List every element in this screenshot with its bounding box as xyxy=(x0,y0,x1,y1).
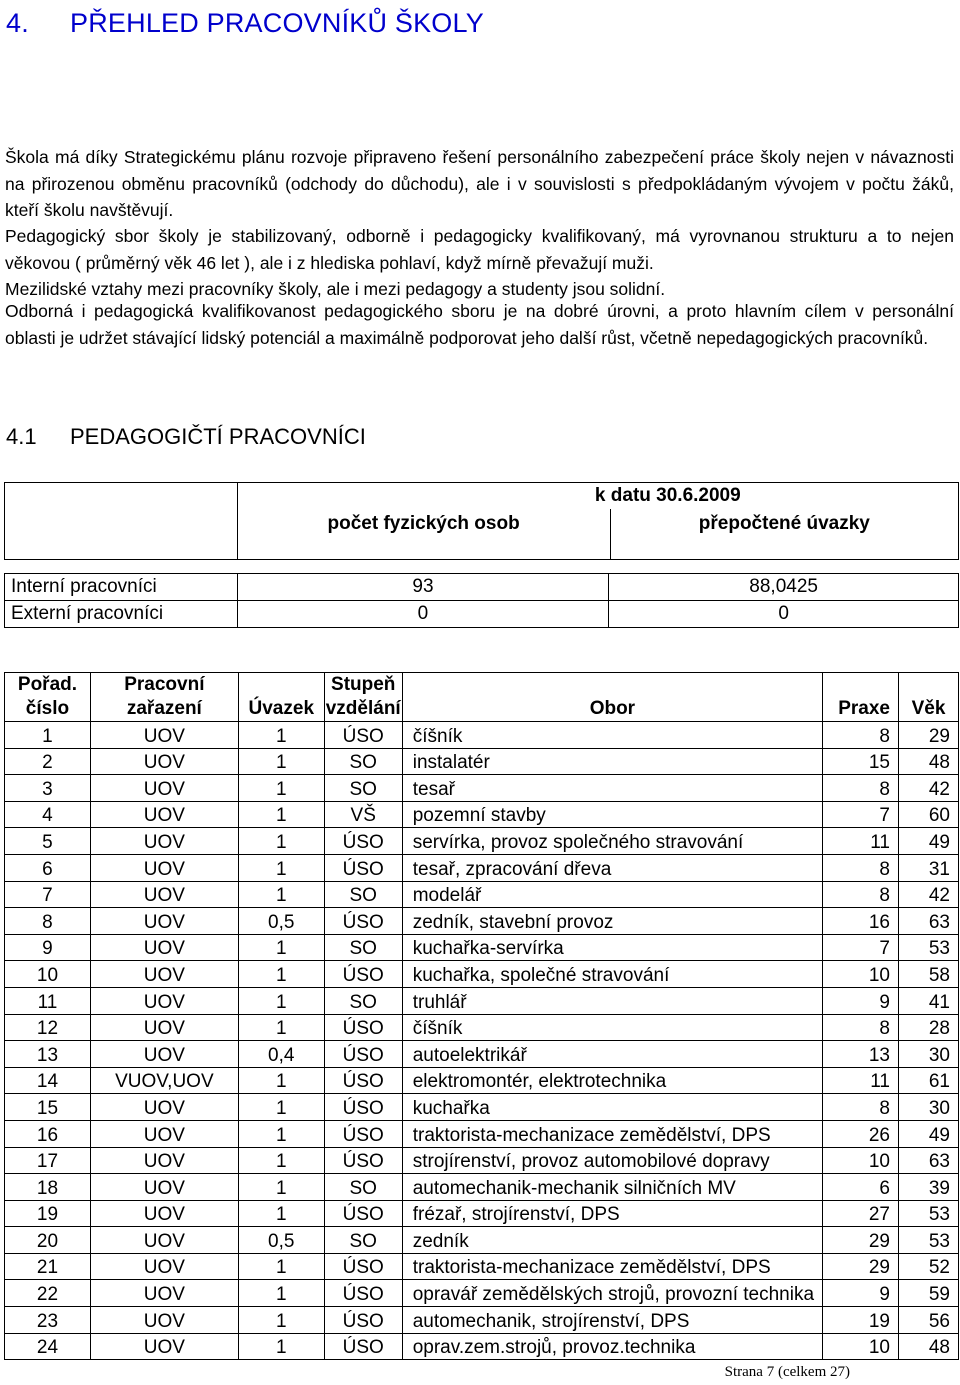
practice-cell: 10 xyxy=(823,1147,899,1174)
workload-cell: 1 xyxy=(238,1200,324,1227)
position-cell: UOV xyxy=(90,1333,238,1360)
practice-cell: 8 xyxy=(823,1014,899,1041)
age-cell: 63 xyxy=(899,1147,959,1174)
header-age: Věk xyxy=(899,673,959,722)
order-cell: 7 xyxy=(5,881,91,908)
practice-cell: 8 xyxy=(823,881,899,908)
summary-row-fte: 88,0425 xyxy=(609,574,959,601)
position-cell: UOV xyxy=(90,1200,238,1227)
practice-cell: 10 xyxy=(823,1333,899,1360)
age-cell: 61 xyxy=(899,1067,959,1094)
field-cell: frézař, strojírenství, DPS xyxy=(402,1200,822,1227)
field-cell: kuchařka xyxy=(402,1094,822,1121)
order-cell: 17 xyxy=(5,1147,91,1174)
education-cell: ÚSO xyxy=(324,1280,402,1307)
header-position: Pracovní zařazení xyxy=(90,673,238,722)
education-cell: ÚSO xyxy=(324,1333,402,1360)
practice-cell: 29 xyxy=(823,1227,899,1254)
practice-cell: 9 xyxy=(823,987,899,1014)
education-cell: ÚSO xyxy=(324,1200,402,1227)
position-cell: UOV xyxy=(90,1307,238,1334)
field-cell: číšník xyxy=(402,722,822,749)
position-cell: UOV xyxy=(90,881,238,908)
table-row xyxy=(5,748,959,775)
workload-cell: 1 xyxy=(238,961,324,988)
field-cell: zedník xyxy=(402,1227,822,1254)
age-cell: 56 xyxy=(899,1307,959,1334)
age-cell: 31 xyxy=(899,854,959,881)
field-cell: automechanik, strojírenství, DPS xyxy=(402,1307,822,1334)
workload-cell: 1 xyxy=(238,1147,324,1174)
order-cell: 16 xyxy=(5,1120,91,1147)
position-cell: UOV xyxy=(90,934,238,961)
education-cell: VŠ xyxy=(324,801,402,828)
workload-cell: 1 xyxy=(238,828,324,855)
workload-cell: 1 xyxy=(238,987,324,1014)
position-cell: UOV xyxy=(90,1014,238,1041)
table-row xyxy=(5,1120,959,1147)
header-education: Stupeň vzdělání xyxy=(324,673,402,722)
education-cell: SO xyxy=(324,748,402,775)
summary-row-label: Interní pracovníci xyxy=(5,574,238,601)
workload-cell: 1 xyxy=(238,748,324,775)
workload-cell: 1 xyxy=(238,1280,324,1307)
age-cell: 42 xyxy=(899,775,959,802)
order-cell: 24 xyxy=(5,1333,91,1360)
header-workload: Úvazek xyxy=(238,673,324,722)
position-cell: UOV xyxy=(90,1253,238,1280)
heading-title: PŘEHLED PRACOVNÍKŮ ŠKOLY xyxy=(70,8,484,38)
staff-table xyxy=(4,672,959,1360)
education-cell: SO xyxy=(324,1174,402,1201)
header-field: Obor xyxy=(402,673,822,722)
position-cell: UOV xyxy=(90,722,238,749)
order-cell: 8 xyxy=(5,908,91,935)
order-cell: 22 xyxy=(5,1280,91,1307)
order-cell: 2 xyxy=(5,748,91,775)
education-cell: SO xyxy=(324,934,402,961)
position-cell: UOV xyxy=(90,1041,238,1068)
position-cell: UOV xyxy=(90,1280,238,1307)
summary-row xyxy=(5,601,959,628)
summary-table xyxy=(4,482,959,628)
order-cell: 10 xyxy=(5,961,91,988)
practice-cell: 8 xyxy=(823,722,899,749)
order-cell: 11 xyxy=(5,987,91,1014)
education-cell: ÚSO xyxy=(324,1041,402,1068)
field-cell: oprav.zem.strojů, provoz.technika xyxy=(402,1333,822,1360)
heading-number: 4. xyxy=(6,8,29,38)
workload-cell: 0,5 xyxy=(238,908,324,935)
workload-cell: 1 xyxy=(238,854,324,881)
age-cell: 63 xyxy=(899,908,959,935)
paragraph-intro: Škola má díky Strategickému plánu rozvoje připraveno řešení personálního zabezpečení práce školy nejen v návaznosti na přirozenou obměnu pracovníků (odchody do důchodu), ale i v souvislosti s předpokládaným vývojem v počtu žáků, kteří školu navštěvují. xyxy=(5,147,954,220)
practice-cell: 8 xyxy=(823,854,899,881)
age-cell: 58 xyxy=(899,961,959,988)
field-cell: strojírenství, provoz automobilové dopravy xyxy=(402,1147,822,1174)
field-cell: tesař, zpracování dřeva xyxy=(402,854,822,881)
position-cell: UOV xyxy=(90,1120,238,1147)
practice-cell: 26 xyxy=(823,1120,899,1147)
table-row xyxy=(5,1333,959,1360)
workload-cell: 1 xyxy=(238,1067,324,1094)
practice-cell: 19 xyxy=(823,1307,899,1334)
table-row xyxy=(5,1200,959,1227)
page-heading xyxy=(6,8,484,39)
field-cell: traktorista-mechanizace zemědělství, DPS xyxy=(402,1253,822,1280)
table-row xyxy=(5,854,959,881)
header-practice: Praxe xyxy=(823,673,899,722)
practice-cell: 7 xyxy=(823,934,899,961)
age-cell: 53 xyxy=(899,1227,959,1254)
field-cell: traktorista-mechanizace zemědělství, DPS xyxy=(402,1120,822,1147)
age-cell: 28 xyxy=(899,1014,959,1041)
table-row xyxy=(5,1174,959,1201)
age-cell: 29 xyxy=(899,722,959,749)
workload-cell: 1 xyxy=(238,1120,324,1147)
table-row xyxy=(5,722,959,749)
table-row xyxy=(5,934,959,961)
practice-cell: 15 xyxy=(823,748,899,775)
practice-cell: 7 xyxy=(823,801,899,828)
education-cell: ÚSO xyxy=(324,722,402,749)
practice-cell: 9 xyxy=(823,1280,899,1307)
position-cell: UOV xyxy=(90,1094,238,1121)
workload-cell: 1 xyxy=(238,722,324,749)
age-cell: 39 xyxy=(899,1174,959,1201)
section-heading xyxy=(6,424,366,450)
header-order: Pořad. číslo xyxy=(5,673,91,722)
age-cell: 60 xyxy=(899,801,959,828)
paragraph-relations: Mezilidské vztahy mezi pracovníky školy, ale i mezi pedagogy a studenty jsou solidní. xyxy=(5,279,666,299)
education-cell: ÚSO xyxy=(324,1307,402,1334)
table-row xyxy=(5,1307,959,1334)
workload-cell: 1 xyxy=(238,1094,324,1121)
practice-cell: 13 xyxy=(823,1041,899,1068)
table-row xyxy=(5,1067,959,1094)
order-cell: 3 xyxy=(5,775,91,802)
table-row xyxy=(5,908,959,935)
field-cell: elektromontér, elektrotechnika xyxy=(402,1067,822,1094)
order-cell: 5 xyxy=(5,828,91,855)
practice-cell: 6 xyxy=(823,1174,899,1201)
table-row xyxy=(5,801,959,828)
order-cell: 20 xyxy=(5,1227,91,1254)
field-cell: instalatér xyxy=(402,748,822,775)
order-cell: 15 xyxy=(5,1094,91,1121)
summary-row-persons: 93 xyxy=(237,574,609,601)
workload-cell: 1 xyxy=(238,1307,324,1334)
table-row xyxy=(5,1094,959,1121)
education-cell: ÚSO xyxy=(324,1014,402,1041)
workload-cell: 1 xyxy=(238,1253,324,1280)
table-row xyxy=(5,775,959,802)
paragraph-qualification: Odborná i pedagogická kvalifikovanost pedagogického sboru je na dobré úrovni, a proto hlavním cílem v personální oblasti je udržet stávající lidský potenciál a maximálně podporovat jeho další růst, včetně nepedagogických pracovníků. xyxy=(5,301,954,348)
age-cell: 53 xyxy=(899,934,959,961)
education-cell: SO xyxy=(324,987,402,1014)
position-cell: UOV xyxy=(90,1174,238,1201)
table-row xyxy=(5,1014,959,1041)
table-row xyxy=(5,1227,959,1254)
table-row xyxy=(5,961,959,988)
practice-cell: 8 xyxy=(823,775,899,802)
section-number: 4.1 xyxy=(6,424,37,449)
age-cell: 53 xyxy=(899,1200,959,1227)
education-cell: ÚSO xyxy=(324,1253,402,1280)
summary-col-fte: přepočtené úvazky xyxy=(698,513,870,534)
age-cell: 42 xyxy=(899,881,959,908)
field-cell: kuchařka, společné stravování xyxy=(402,961,822,988)
position-cell: UOV xyxy=(90,1227,238,1254)
table-row xyxy=(5,1253,959,1280)
page-footer: Strana 7 (celkem 27) xyxy=(724,1364,850,1380)
field-cell: číšník xyxy=(402,1014,822,1041)
age-cell: 48 xyxy=(899,748,959,775)
practice-cell: 29 xyxy=(823,1253,899,1280)
workload-cell: 1 xyxy=(238,801,324,828)
workload-cell: 1 xyxy=(238,1014,324,1041)
age-cell: 49 xyxy=(899,1120,959,1147)
summary-row-label: Externí pracovníci xyxy=(5,601,238,628)
field-cell: servírka, provoz společného stravování xyxy=(402,828,822,855)
workload-cell: 1 xyxy=(238,775,324,802)
education-cell: ÚSO xyxy=(324,961,402,988)
position-cell: UOV xyxy=(90,987,238,1014)
practice-cell: 11 xyxy=(823,1067,899,1094)
education-cell: ÚSO xyxy=(324,1067,402,1094)
practice-cell: 8 xyxy=(823,1094,899,1121)
education-cell: ÚSO xyxy=(324,1094,402,1121)
workload-cell: 1 xyxy=(238,881,324,908)
staff-header-row xyxy=(5,673,959,722)
practice-cell: 11 xyxy=(823,828,899,855)
practice-cell: 10 xyxy=(823,961,899,988)
table-row xyxy=(5,1280,959,1307)
workload-cell: 0,4 xyxy=(238,1041,324,1068)
field-cell: kuchařka-servírka xyxy=(402,934,822,961)
summary-row xyxy=(5,574,959,601)
workload-cell: 0,5 xyxy=(238,1227,324,1254)
education-cell: SO xyxy=(324,881,402,908)
field-cell: opravář zemědělských strojů, provozní technika xyxy=(402,1280,822,1307)
order-cell: 23 xyxy=(5,1307,91,1334)
age-cell: 49 xyxy=(899,828,959,855)
paragraph-staff: Pedagogický sbor školy je stabilizovaný, odborně i pedagogicky kvalifikovaný, má vyrovnanou strukturu a to nejen věkovou ( průměrný věk 46 let ), ale i z hlediska pohlaví, když mírně převažují muži. xyxy=(5,226,954,273)
order-cell: 1 xyxy=(5,722,91,749)
field-cell: modelář xyxy=(402,881,822,908)
section-title: PEDAGOGIČTÍ PRACOVNÍCI xyxy=(70,424,366,449)
position-cell: UOV xyxy=(90,775,238,802)
age-cell: 48 xyxy=(899,1333,959,1360)
order-cell: 21 xyxy=(5,1253,91,1280)
position-cell: UOV xyxy=(90,854,238,881)
education-cell: SO xyxy=(324,1227,402,1254)
position-cell: UOV xyxy=(90,748,238,775)
table-row xyxy=(5,987,959,1014)
education-cell: ÚSO xyxy=(324,854,402,881)
practice-cell: 16 xyxy=(823,908,899,935)
position-cell: UOV xyxy=(90,1147,238,1174)
table-row xyxy=(5,881,959,908)
field-cell: pozemní stavby xyxy=(402,801,822,828)
education-cell: SO xyxy=(324,775,402,802)
order-cell: 18 xyxy=(5,1174,91,1201)
table-row xyxy=(5,1147,959,1174)
summary-row-persons: 0 xyxy=(237,601,609,628)
summary-date: k datu 30.6.2009 xyxy=(594,485,741,506)
position-cell: UOV xyxy=(90,908,238,935)
summary-col-persons: počet fyzických osob xyxy=(238,509,611,559)
field-cell: truhlář xyxy=(402,987,822,1014)
field-cell: automechanik-mechanik silničních MV xyxy=(402,1174,822,1201)
workload-cell: 1 xyxy=(238,934,324,961)
workload-cell: 1 xyxy=(238,1333,324,1360)
order-cell: 12 xyxy=(5,1014,91,1041)
position-cell: UOV xyxy=(90,801,238,828)
age-cell: 59 xyxy=(899,1280,959,1307)
position-cell: UOV xyxy=(90,828,238,855)
age-cell: 41 xyxy=(899,987,959,1014)
order-cell: 4 xyxy=(5,801,91,828)
age-cell: 52 xyxy=(899,1253,959,1280)
education-cell: ÚSO xyxy=(324,908,402,935)
order-cell: 6 xyxy=(5,854,91,881)
order-cell: 19 xyxy=(5,1200,91,1227)
age-cell: 30 xyxy=(899,1041,959,1068)
education-cell: ÚSO xyxy=(324,1147,402,1174)
workload-cell: 1 xyxy=(238,1174,324,1201)
education-cell: ÚSO xyxy=(324,1120,402,1147)
field-cell: autoelektrikář xyxy=(402,1041,822,1068)
education-cell: ÚSO xyxy=(324,828,402,855)
field-cell: tesař xyxy=(402,775,822,802)
table-row xyxy=(5,828,959,855)
practice-cell: 27 xyxy=(823,1200,899,1227)
order-cell: 14 xyxy=(5,1067,91,1094)
age-cell: 30 xyxy=(899,1094,959,1121)
summary-row-fte: 0 xyxy=(609,601,959,628)
position-cell: UOV xyxy=(90,961,238,988)
order-cell: 13 xyxy=(5,1041,91,1068)
table-row xyxy=(5,1041,959,1068)
order-cell: 9 xyxy=(5,934,91,961)
position-cell: VUOV,UOV xyxy=(90,1067,238,1094)
field-cell: zedník, stavební provoz xyxy=(402,908,822,935)
